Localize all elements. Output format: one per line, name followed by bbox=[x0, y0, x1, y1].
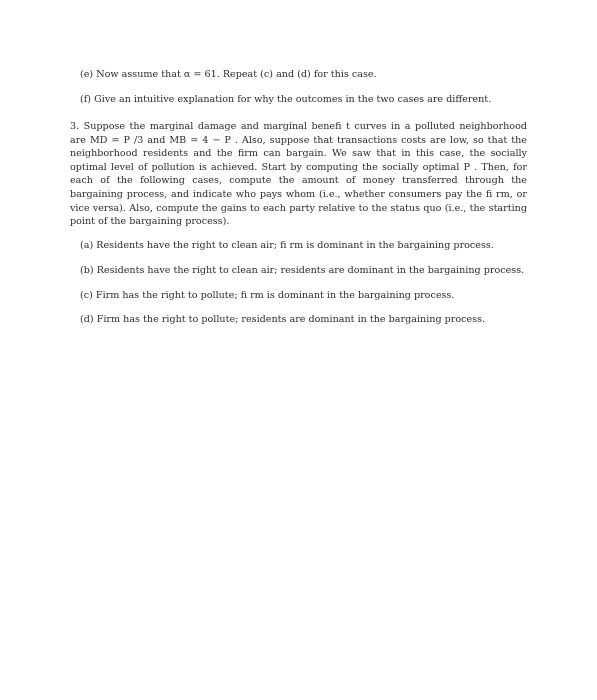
item-e-label: (e) bbox=[80, 69, 94, 80]
part-b-text: Residents have the right to clean air; residents are dominant in the bargaining process. bbox=[96, 265, 525, 276]
part-d-text: Firm has the right to pollute; residents are dominant in the bargaining process. bbox=[96, 314, 486, 325]
part-a-label: (a) bbox=[80, 240, 94, 251]
item-f bbox=[80, 93, 491, 107]
question-3-paragraph bbox=[70, 120, 527, 229]
question-number: 3. bbox=[70, 121, 80, 132]
part-b-label: (b) bbox=[80, 265, 94, 276]
item-e bbox=[80, 68, 377, 82]
question-text: Suppose the marginal damage and marginal benefi t curves in a polluted neighborhood are MD = P /3 and MB = 4 − P . Also, suppose that transactions costs are low, so that the neighborhood residents and the firm can bargain. We saw that in this case, the socially optimal level of pollution is achieved. Start by computing the socially optimal P . Then, for each of the following cases, compute the amount of money transferred through the bargaining process, and indicate who pays whom (i.e., whether consumers pay the fi rm, or vice versa). Also, compute the gains to each party relative to the status quo (i.e., the starting point of the bargaining process). bbox=[70, 121, 527, 228]
part-c-text: Firm has the right to pollute; fi rm is dominant in the bargaining process. bbox=[95, 290, 455, 301]
part-a-text: Residents have the right to clean air; fi rm is dominant in the bargaining process. bbox=[96, 240, 494, 251]
part-d-label: (d) bbox=[80, 314, 94, 325]
part-b bbox=[80, 264, 524, 278]
item-f-text: Give an intuitive explanation for why the outcomes in the two cases are different. bbox=[94, 94, 492, 105]
part-a bbox=[80, 239, 494, 253]
item-f-label: (f) bbox=[80, 94, 92, 105]
part-d bbox=[80, 313, 485, 327]
item-e-text: Now assume that α = 61. Repeat (c) and (d) for this case. bbox=[96, 69, 377, 80]
part-c bbox=[80, 289, 454, 303]
part-c-label: (c) bbox=[80, 290, 93, 301]
